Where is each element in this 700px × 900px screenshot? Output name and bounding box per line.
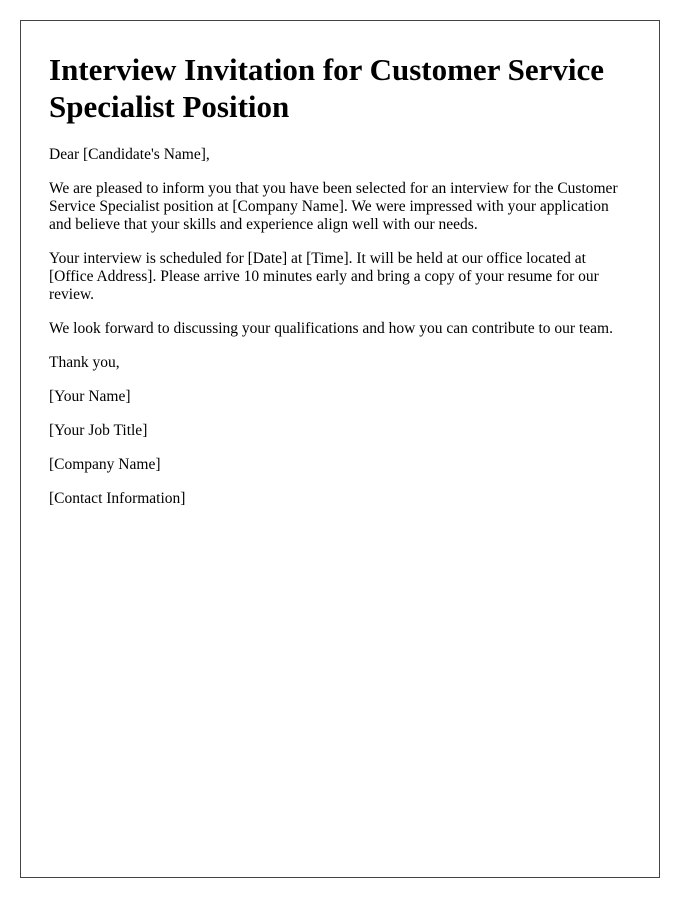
body-paragraph-closing-remark: We look forward to discussing your qualifications and how you can contribute to our team.	[49, 320, 613, 337]
signature-name: [Your Name]	[49, 388, 131, 405]
body-paragraph-schedule: Your interview is scheduled for [Date] at [Time]. It will be held at our office located at [Office Address]. Please arrive 10 minutes early and bring a copy of your resume for our review.	[49, 250, 599, 303]
salutation: Dear [Candidate's Name],	[49, 146, 210, 163]
letter-page	[20, 20, 660, 878]
signature-company: [Company Name]	[49, 456, 161, 473]
body-paragraph-invitation: We are pleased to inform you that you have been selected for an interview for the Customer Service Specialist position at [Company Name]. We were impressed with your application and believe that your skills and experience align well with our needs.	[49, 180, 618, 233]
letter-title: Interview Invitation for Customer Service Specialist Position	[49, 52, 605, 124]
signature-job-title: [Your Job Title]	[49, 422, 148, 439]
closing: Thank you,	[49, 354, 120, 371]
signature-contact: [Contact Information]	[49, 490, 186, 507]
